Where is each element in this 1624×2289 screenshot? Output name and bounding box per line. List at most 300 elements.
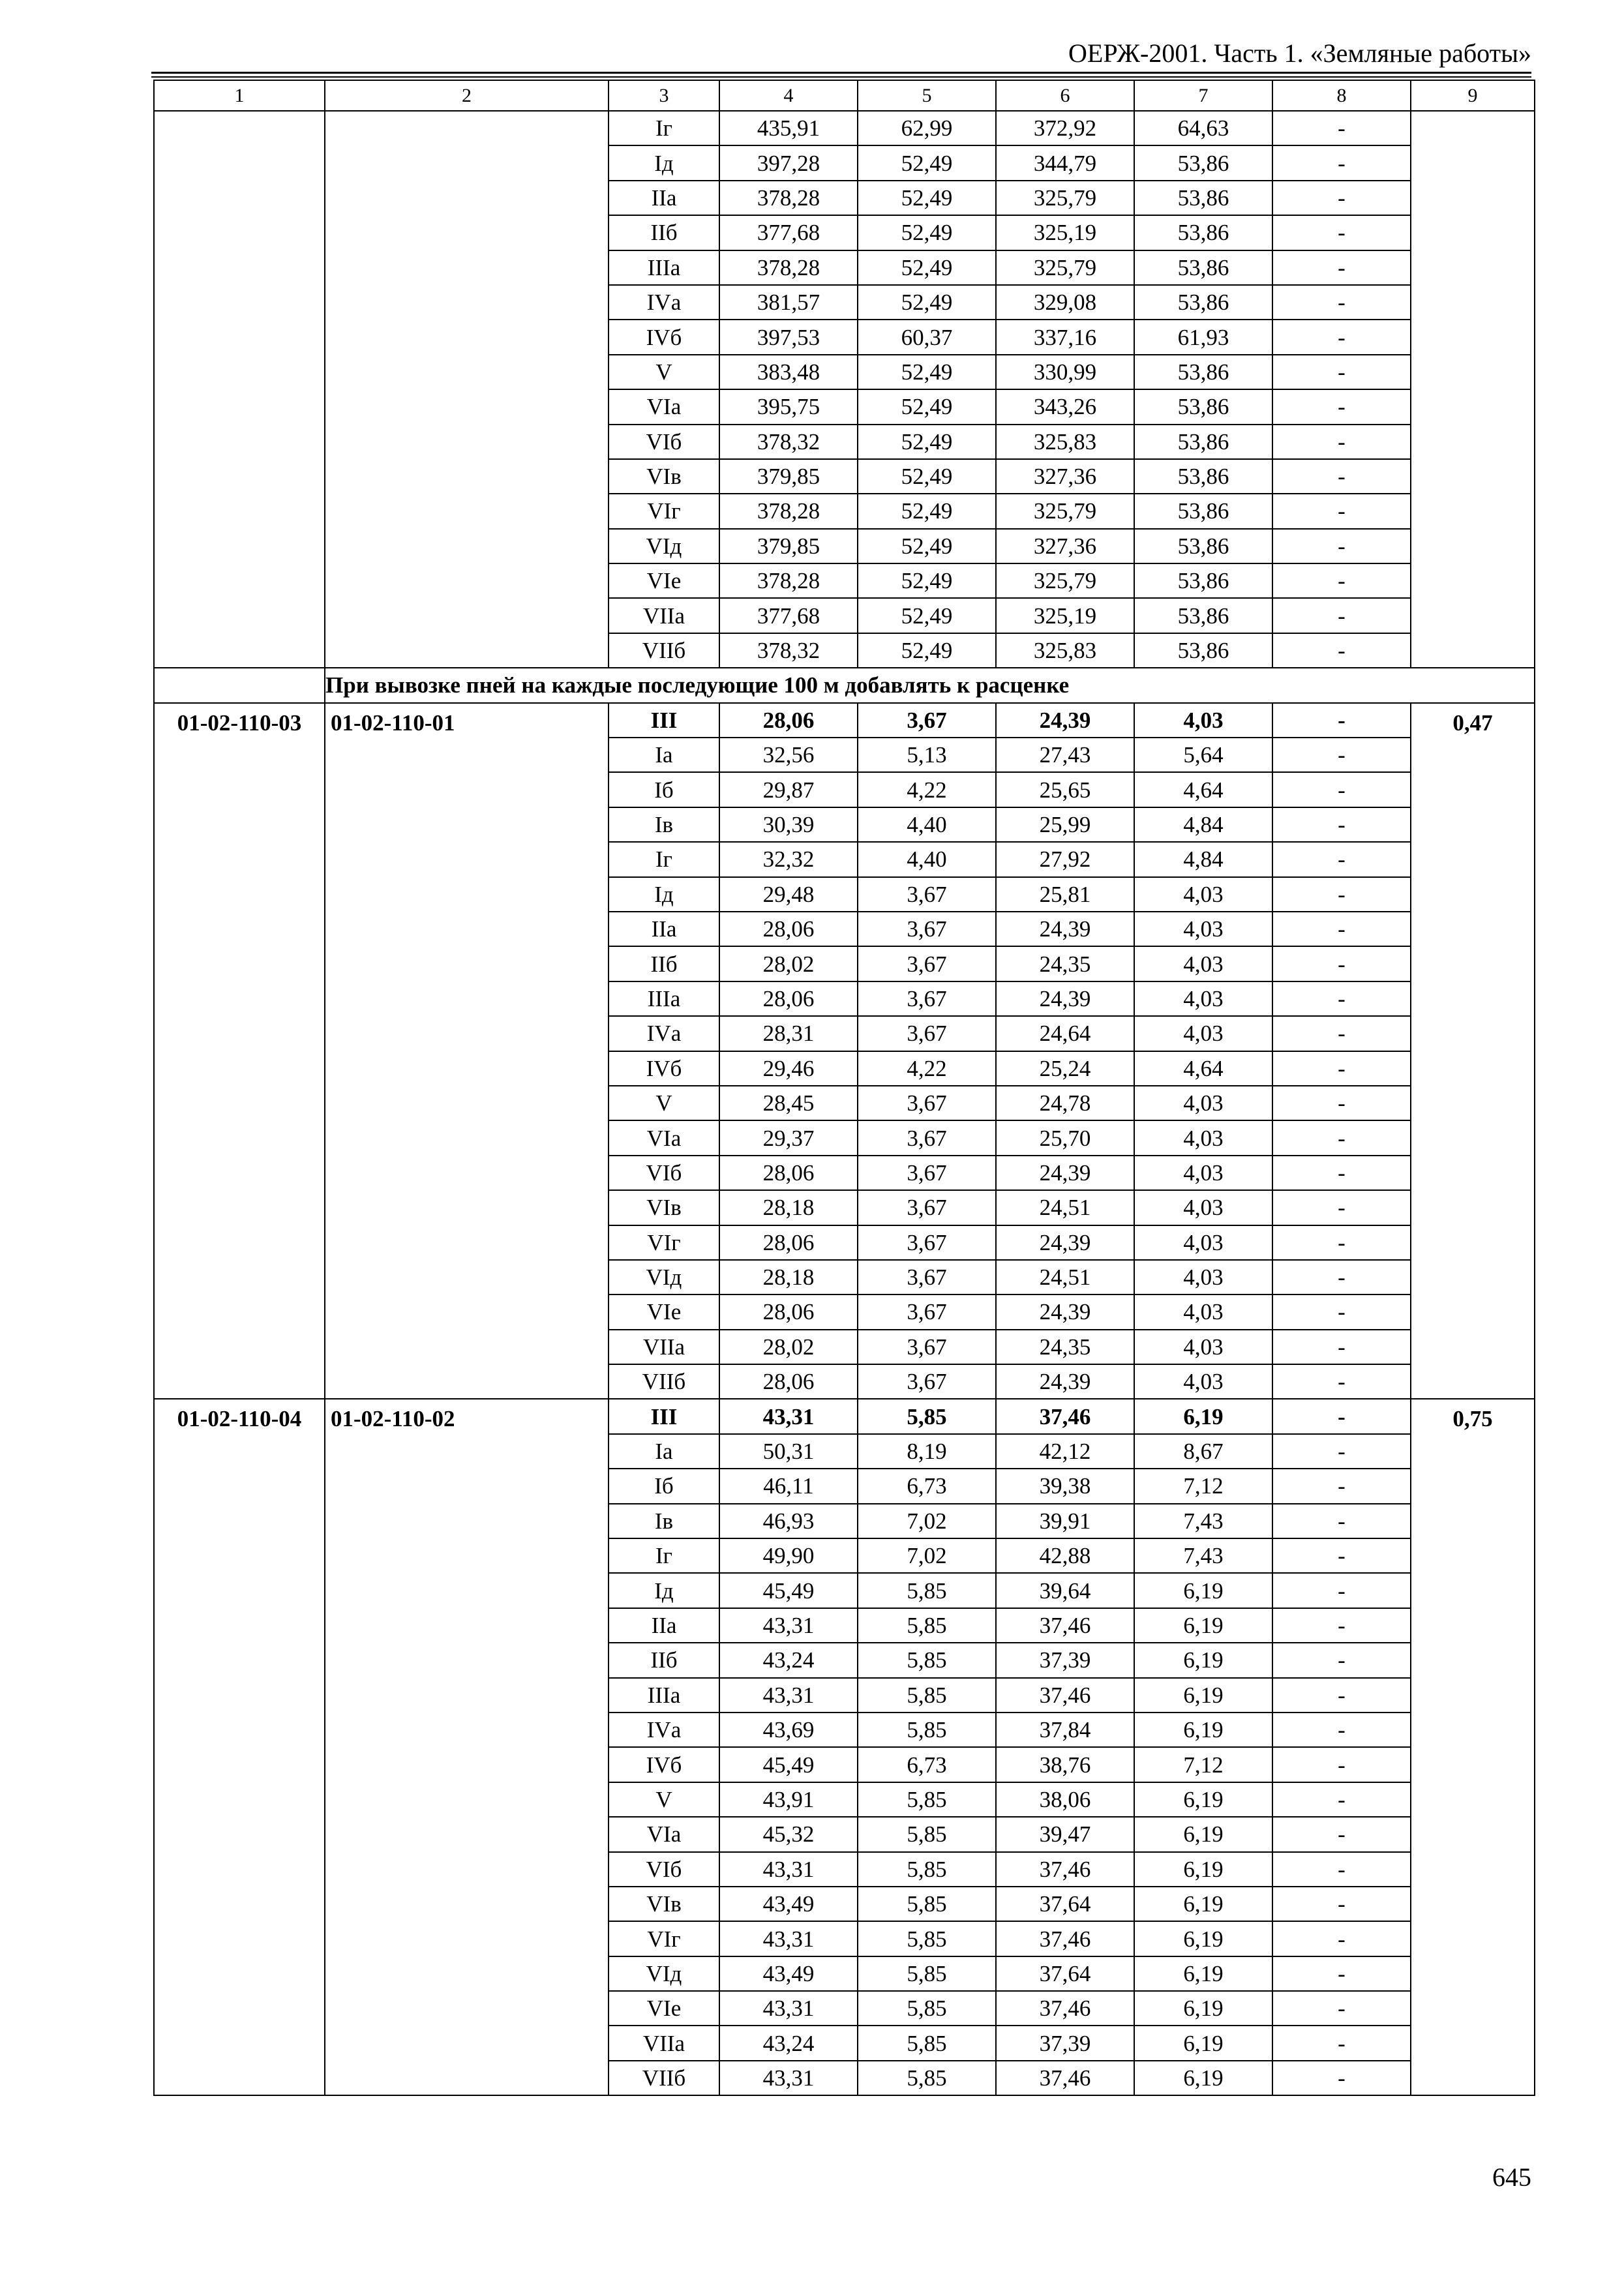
value-cell: 37,46 — [996, 1991, 1134, 2026]
reference-code-cell: 01-02-110-02 — [325, 1399, 609, 2095]
value-cell: 8,19 — [858, 1434, 996, 1469]
value-cell: 62,99 — [858, 111, 996, 145]
value-cell: - — [1272, 946, 1411, 981]
value-cell: 3,67 — [858, 1190, 996, 1225]
value-cell: 325,79 — [996, 494, 1134, 528]
value-cell: - — [1272, 703, 1411, 738]
value-cell: 5,85 — [858, 1956, 996, 1991]
value-cell: 37,39 — [996, 2026, 1134, 2060]
rate-code-cell — [154, 111, 325, 668]
value-cell: 28,06 — [719, 703, 858, 738]
note-text: При вывозке пней на каждые последующие 100 м добавлять к расценке — [325, 668, 1535, 702]
value-cell: 25,24 — [996, 1051, 1134, 1086]
zone-cell: Iд — [609, 877, 719, 912]
value-cell: - — [1272, 111, 1411, 145]
header-rule — [151, 72, 1531, 74]
value-cell: - — [1272, 842, 1411, 876]
value-cell: - — [1272, 215, 1411, 250]
value-cell: - — [1272, 912, 1411, 946]
value-cell: 28,06 — [719, 1156, 858, 1190]
zone-cell: VIв — [609, 1887, 719, 1921]
zone-cell: IIIа — [609, 250, 719, 285]
value-cell: 42,88 — [996, 1538, 1134, 1573]
value-cell: 53,86 — [1134, 181, 1272, 215]
zone-cell: Iг — [609, 842, 719, 876]
value-cell: 344,79 — [996, 145, 1134, 180]
value-cell: 4,03 — [1134, 1016, 1272, 1051]
table-row — [154, 703, 1535, 738]
zone-cell: VIа — [609, 1817, 719, 1851]
value-cell: 325,83 — [996, 633, 1134, 668]
value-cell: 4,03 — [1134, 1086, 1272, 1120]
value-cell: - — [1272, 1678, 1411, 1713]
value-cell: 24,39 — [996, 1294, 1134, 1329]
zone-cell: VIв — [609, 459, 719, 494]
value-cell: 29,46 — [719, 1051, 858, 1086]
zone-cell: Iг — [609, 111, 719, 145]
value-cell: 6,19 — [1134, 1817, 1272, 1851]
value-cell: 28,06 — [719, 1294, 858, 1329]
value-cell: - — [1272, 1190, 1411, 1225]
value-cell: 38,06 — [996, 1782, 1134, 1817]
value-cell: - — [1272, 1260, 1411, 1294]
value-cell: 3,67 — [858, 1294, 996, 1329]
value-cell: - — [1272, 1921, 1411, 1956]
value-cell: 64,63 — [1134, 111, 1272, 145]
value-cell: 4,03 — [1134, 946, 1272, 981]
column-number: 1 — [154, 80, 325, 111]
value-cell: - — [1272, 1887, 1411, 1921]
column-number: 2 — [325, 80, 609, 111]
value-cell: 4,22 — [858, 1051, 996, 1086]
value-cell: 5,64 — [1134, 738, 1272, 772]
value-cell: 4,64 — [1134, 1051, 1272, 1086]
value-cell: 43,31 — [719, 2061, 858, 2095]
value-cell: 43,31 — [719, 1991, 858, 2026]
value-cell: 52,49 — [858, 425, 996, 459]
zone-cell: IIа — [609, 1608, 719, 1643]
value-cell: 5,85 — [858, 2026, 996, 2060]
value-cell: - — [1272, 1120, 1411, 1155]
value-cell: 37,46 — [996, 1608, 1134, 1643]
value-cell: 3,67 — [858, 1364, 996, 1399]
reference-code-cell — [325, 111, 609, 668]
value-cell: 24,51 — [996, 1260, 1134, 1294]
value-cell: 6,19 — [1134, 1713, 1272, 1747]
value-cell: 378,32 — [719, 425, 858, 459]
zone-cell: VIIа — [609, 1330, 719, 1364]
value-cell: - — [1272, 1225, 1411, 1260]
value-cell: 24,39 — [996, 912, 1134, 946]
zone-cell: V — [609, 355, 719, 389]
zone-cell: III — [609, 703, 719, 738]
value-cell: - — [1272, 494, 1411, 528]
value-cell: 327,36 — [996, 529, 1134, 563]
zone-cell: VIд — [609, 1956, 719, 1991]
value-cell: 28,31 — [719, 1016, 858, 1051]
value-cell: 6,19 — [1134, 1782, 1272, 1817]
value-cell: 5,85 — [858, 1887, 996, 1921]
value-cell: 52,49 — [858, 389, 996, 424]
value-cell: - — [1272, 1538, 1411, 1573]
value-cell: 6,19 — [1134, 1852, 1272, 1887]
value-cell: 53,86 — [1134, 563, 1272, 598]
zone-cell: IIб — [609, 946, 719, 981]
zone-cell: Iа — [609, 1434, 719, 1469]
value-cell: 378,28 — [719, 250, 858, 285]
value-cell: 39,91 — [996, 1504, 1134, 1538]
value-cell: 24,39 — [996, 1364, 1134, 1399]
zone-cell: VIг — [609, 1921, 719, 1956]
value-cell: 28,02 — [719, 946, 858, 981]
value-cell: - — [1272, 1956, 1411, 1991]
value-cell: 28,45 — [719, 1086, 858, 1120]
reference-code-cell: 01-02-110-01 — [325, 703, 609, 1399]
value-cell: 325,83 — [996, 425, 1134, 459]
value-cell: 379,85 — [719, 529, 858, 563]
column-number: 9 — [1411, 80, 1535, 111]
value-cell: 53,86 — [1134, 389, 1272, 424]
value-cell: 325,79 — [996, 250, 1134, 285]
zone-cell: IIа — [609, 181, 719, 215]
value-cell: 37,46 — [996, 1399, 1134, 1433]
value-cell: 4,03 — [1134, 1190, 1272, 1225]
value-cell: 43,91 — [719, 1782, 858, 1817]
value-cell: 6,19 — [1134, 2026, 1272, 2060]
zone-cell: Iд — [609, 1573, 719, 1608]
value-cell: - — [1272, 1608, 1411, 1643]
value-cell: 43,24 — [719, 1643, 858, 1677]
value-cell: 45,49 — [719, 1747, 858, 1782]
value-cell: 27,43 — [996, 738, 1134, 772]
value-cell: 7,12 — [1134, 1469, 1272, 1503]
rate-code-cell: 01-02-110-04 — [154, 1399, 325, 2095]
zone-cell: V — [609, 1782, 719, 1817]
value-cell: 50,31 — [719, 1434, 858, 1469]
zone-cell: Iг — [609, 1538, 719, 1573]
zone-cell: IIб — [609, 1643, 719, 1677]
value-cell: 28,18 — [719, 1260, 858, 1294]
value-cell: 6,19 — [1134, 1991, 1272, 2026]
value-cell: 3,67 — [858, 877, 996, 912]
column9-value-cell — [1411, 111, 1535, 668]
value-cell: 4,84 — [1134, 842, 1272, 876]
value-cell: 378,28 — [719, 563, 858, 598]
value-cell: 39,47 — [996, 1817, 1134, 1851]
value-cell: - — [1272, 1016, 1411, 1051]
value-cell: 39,64 — [996, 1573, 1134, 1608]
value-cell: 3,67 — [858, 1120, 996, 1155]
value-cell: 381,57 — [719, 285, 858, 320]
zone-cell: Iв — [609, 1504, 719, 1538]
value-cell: 5,85 — [858, 1991, 996, 2026]
value-cell: 25,65 — [996, 772, 1134, 807]
value-cell: 4,22 — [858, 772, 996, 807]
value-cell: 25,70 — [996, 1120, 1134, 1155]
value-cell: 383,48 — [719, 355, 858, 389]
value-cell: 3,67 — [858, 703, 996, 738]
value-cell: 38,76 — [996, 1747, 1134, 1782]
value-cell: - — [1272, 633, 1411, 668]
rate-code-cell: 01-02-110-03 — [154, 703, 325, 1399]
value-cell: 52,49 — [858, 250, 996, 285]
value-cell: 5,85 — [858, 1817, 996, 1851]
zone-cell: VIа — [609, 389, 719, 424]
value-cell: - — [1272, 1156, 1411, 1190]
value-cell: 24,39 — [996, 1225, 1134, 1260]
value-cell: 24,39 — [996, 981, 1134, 1016]
value-cell: 52,49 — [858, 215, 996, 250]
value-cell: 397,53 — [719, 320, 858, 354]
value-cell: 53,86 — [1134, 529, 1272, 563]
value-cell: 43,31 — [719, 1852, 858, 1887]
value-cell: - — [1272, 877, 1411, 912]
zone-cell: VIд — [609, 529, 719, 563]
value-cell: - — [1272, 389, 1411, 424]
value-cell: - — [1272, 981, 1411, 1016]
value-cell: 6,73 — [858, 1747, 996, 1782]
zone-cell: Iб — [609, 1469, 719, 1503]
zone-cell: VIIб — [609, 633, 719, 668]
zone-cell: IIIа — [609, 1678, 719, 1713]
value-cell: 53,86 — [1134, 215, 1272, 250]
value-cell: - — [1272, 181, 1411, 215]
value-cell: - — [1272, 285, 1411, 320]
value-cell: - — [1272, 1294, 1411, 1329]
value-cell: 46,93 — [719, 1504, 858, 1538]
value-cell: 7,43 — [1134, 1504, 1272, 1538]
value-cell: - — [1272, 1782, 1411, 1817]
zone-cell: IVа — [609, 1713, 719, 1747]
zone-cell: VIв — [609, 1190, 719, 1225]
value-cell: 27,92 — [996, 842, 1134, 876]
column-number: 7 — [1134, 80, 1272, 111]
value-cell: 6,19 — [1134, 1921, 1272, 1956]
value-cell: 43,49 — [719, 1956, 858, 1991]
zone-cell: VIб — [609, 425, 719, 459]
table-row — [154, 111, 1535, 145]
value-cell: 325,19 — [996, 215, 1134, 250]
value-cell: 325,79 — [996, 181, 1134, 215]
value-cell: - — [1272, 1852, 1411, 1887]
zone-cell: Iб — [609, 772, 719, 807]
value-cell: 52,49 — [858, 563, 996, 598]
value-cell: - — [1272, 772, 1411, 807]
zone-cell: Iв — [609, 807, 719, 842]
value-cell: - — [1272, 807, 1411, 842]
value-cell: 377,68 — [719, 215, 858, 250]
zone-cell: VIб — [609, 1156, 719, 1190]
value-cell: 24,35 — [996, 1330, 1134, 1364]
value-cell: 4,03 — [1134, 703, 1272, 738]
value-cell: - — [1272, 2026, 1411, 2060]
value-cell: - — [1272, 320, 1411, 354]
value-cell: 30,39 — [719, 807, 858, 842]
value-cell: - — [1272, 529, 1411, 563]
value-cell: 43,31 — [719, 1921, 858, 1956]
value-cell: 4,03 — [1134, 1156, 1272, 1190]
value-cell: 43,69 — [719, 1713, 858, 1747]
zone-cell: IIа — [609, 912, 719, 946]
value-cell: 28,18 — [719, 1190, 858, 1225]
value-cell: 37,84 — [996, 1713, 1134, 1747]
value-cell: 32,32 — [719, 842, 858, 876]
zone-cell: VIа — [609, 1120, 719, 1155]
value-cell: 5,85 — [858, 1921, 996, 1956]
value-cell: 29,87 — [719, 772, 858, 807]
value-cell: 28,06 — [719, 912, 858, 946]
value-cell: 42,12 — [996, 1434, 1134, 1469]
column-number: 4 — [719, 80, 858, 111]
value-cell: 337,16 — [996, 320, 1134, 354]
value-cell: 4,03 — [1134, 981, 1272, 1016]
value-cell: 395,75 — [719, 389, 858, 424]
value-cell: 5,85 — [858, 2061, 996, 2095]
value-cell: 4,40 — [858, 807, 996, 842]
value-cell: - — [1272, 1991, 1411, 2026]
value-cell: 325,79 — [996, 563, 1134, 598]
value-cell: 8,67 — [1134, 1434, 1272, 1469]
column9-value-cell: 0,75 — [1411, 1399, 1535, 2095]
value-cell: 325,19 — [996, 598, 1134, 633]
zone-cell: VIе — [609, 563, 719, 598]
value-cell: 4,03 — [1134, 912, 1272, 946]
value-cell: 377,68 — [719, 598, 858, 633]
zone-cell: VIг — [609, 1225, 719, 1260]
header-rule — [151, 76, 1531, 78]
value-cell: - — [1272, 563, 1411, 598]
value-cell: 4,40 — [858, 842, 996, 876]
value-cell: 6,19 — [1134, 1678, 1272, 1713]
value-cell: 329,08 — [996, 285, 1134, 320]
value-cell: 6,73 — [858, 1469, 996, 1503]
value-cell: 52,49 — [858, 494, 996, 528]
value-cell: 28,02 — [719, 1330, 858, 1364]
value-cell: 24,78 — [996, 1086, 1134, 1120]
value-cell: 53,86 — [1134, 355, 1272, 389]
value-cell: 4,84 — [1134, 807, 1272, 842]
value-cell: - — [1272, 1504, 1411, 1538]
zone-cell: IVа — [609, 285, 719, 320]
value-cell: 4,03 — [1134, 1120, 1272, 1155]
zone-cell: VIIб — [609, 1364, 719, 1399]
value-cell: 5,85 — [858, 1399, 996, 1433]
column9-value-cell: 0,47 — [1411, 703, 1535, 1399]
zone-cell: IVб — [609, 320, 719, 354]
zone-cell: IVб — [609, 1747, 719, 1782]
value-cell: 7,12 — [1134, 1747, 1272, 1782]
value-cell: 343,26 — [996, 389, 1134, 424]
value-cell: 3,67 — [858, 1016, 996, 1051]
note-row — [154, 668, 1535, 702]
value-cell: 53,86 — [1134, 459, 1272, 494]
zone-cell: VIд — [609, 1260, 719, 1294]
value-cell: 5,85 — [858, 1643, 996, 1677]
value-cell: 4,03 — [1134, 1294, 1272, 1329]
value-cell: - — [1272, 1643, 1411, 1677]
value-cell: 7,43 — [1134, 1538, 1272, 1573]
value-cell: 3,67 — [858, 912, 996, 946]
value-cell: 46,11 — [719, 1469, 858, 1503]
value-cell: 378,28 — [719, 181, 858, 215]
column-number: 3 — [609, 80, 719, 111]
value-cell: 37,46 — [996, 1852, 1134, 1887]
zone-cell: IIIа — [609, 981, 719, 1016]
value-cell: 52,49 — [858, 285, 996, 320]
rates-table — [153, 80, 1535, 2096]
value-cell: - — [1272, 1747, 1411, 1782]
value-cell: - — [1272, 1573, 1411, 1608]
value-cell: - — [1272, 1434, 1411, 1469]
value-cell: 4,64 — [1134, 772, 1272, 807]
zone-cell: VIб — [609, 1852, 719, 1887]
page-number: 645 — [1492, 2162, 1531, 2192]
value-cell: 3,67 — [858, 1225, 996, 1260]
zone-cell: VIIа — [609, 2026, 719, 2060]
value-cell: 4,03 — [1134, 1225, 1272, 1260]
value-cell: - — [1272, 1330, 1411, 1364]
value-cell: 435,91 — [719, 111, 858, 145]
column-number: 8 — [1272, 80, 1411, 111]
value-cell: 24,39 — [996, 1156, 1134, 1190]
value-cell: 45,49 — [719, 1573, 858, 1608]
value-cell: 330,99 — [996, 355, 1134, 389]
column-number: 5 — [858, 80, 996, 111]
value-cell: 43,31 — [719, 1608, 858, 1643]
value-cell: 28,06 — [719, 981, 858, 1016]
value-cell: 43,49 — [719, 1887, 858, 1921]
value-cell: 3,67 — [858, 1330, 996, 1364]
value-cell: 24,51 — [996, 1190, 1134, 1225]
value-cell: 397,28 — [719, 145, 858, 180]
value-cell: 61,93 — [1134, 320, 1272, 354]
value-cell: - — [1272, 459, 1411, 494]
value-cell: 6,19 — [1134, 1887, 1272, 1921]
value-cell: 43,24 — [719, 2026, 858, 2060]
zone-cell: VIе — [609, 1294, 719, 1329]
value-cell: 6,19 — [1134, 2061, 1272, 2095]
value-cell: 4,03 — [1134, 1364, 1272, 1399]
zone-cell: IIб — [609, 215, 719, 250]
value-cell: 37,39 — [996, 1643, 1134, 1677]
value-cell: - — [1272, 1051, 1411, 1086]
value-cell: 52,49 — [858, 145, 996, 180]
value-cell: 372,92 — [996, 111, 1134, 145]
value-cell: 5,85 — [858, 1573, 996, 1608]
value-cell: - — [1272, 1086, 1411, 1120]
value-cell: 3,67 — [858, 1260, 996, 1294]
value-cell: - — [1272, 1364, 1411, 1399]
value-cell: 3,67 — [858, 981, 996, 1016]
value-cell: - — [1272, 145, 1411, 180]
value-cell: 5,85 — [858, 1678, 996, 1713]
value-cell: - — [1272, 425, 1411, 459]
value-cell: 52,49 — [858, 598, 996, 633]
value-cell: 60,37 — [858, 320, 996, 354]
value-cell: 52,49 — [858, 181, 996, 215]
value-cell: 53,86 — [1134, 494, 1272, 528]
value-cell: 4,03 — [1134, 1260, 1272, 1294]
zone-cell: VIIа — [609, 598, 719, 633]
value-cell: 25,81 — [996, 877, 1134, 912]
value-cell: 53,86 — [1134, 145, 1272, 180]
zone-cell: III — [609, 1399, 719, 1433]
note-empty-cell — [154, 668, 325, 702]
value-cell: 4,03 — [1134, 1330, 1272, 1364]
value-cell: 327,36 — [996, 459, 1134, 494]
zone-cell: IVб — [609, 1051, 719, 1086]
value-cell: 7,02 — [858, 1538, 996, 1573]
